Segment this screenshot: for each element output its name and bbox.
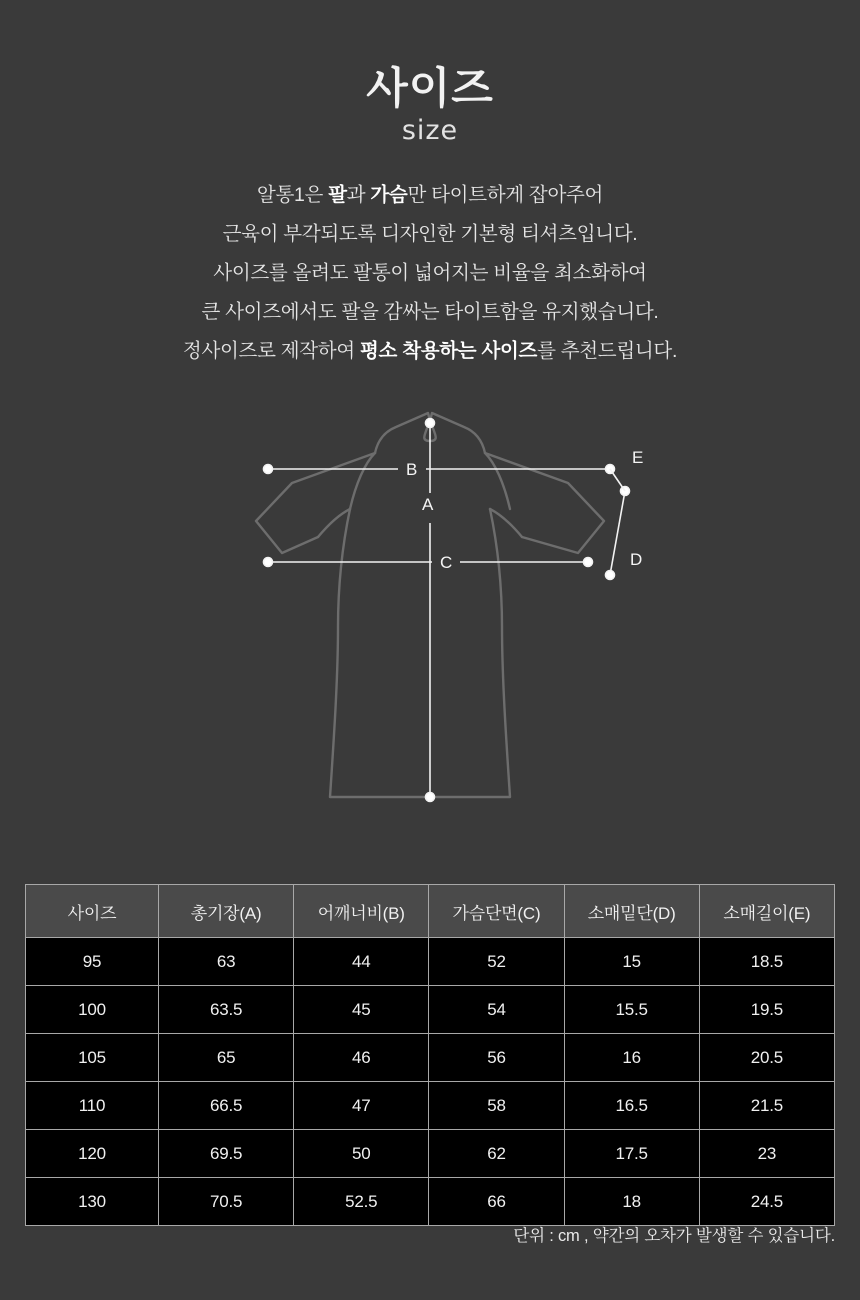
cell-sleeve-opening: 15 — [564, 938, 699, 986]
size-table-wrap — [25, 884, 835, 1226]
cell-size: 130 — [26, 1178, 159, 1226]
desc-5-a: 정사이즈로 제작하여 — [182, 340, 360, 363]
desc-5-b: 평소 착용하는 사이즈 — [360, 340, 538, 363]
cell-sleeve-length: 19.5 — [699, 986, 834, 1034]
label-b: B — [406, 460, 418, 480]
description-line-3: 사이즈를 올려도 팔통이 넓어지는 비율을 최소화하여 — [213, 262, 647, 285]
label-d: D — [630, 550, 643, 570]
measure-point-a-top — [426, 419, 435, 428]
table-row — [26, 986, 835, 1034]
col-header-chest: 가슴단면(C) — [429, 885, 564, 938]
unit-note: 단위 : cm , 약간의 오차가 발생할 수 있습니다. — [513, 1227, 835, 1245]
label-e: E — [632, 448, 644, 468]
cell-sleeve-opening: 16 — [564, 1034, 699, 1082]
description-line-2: 근육이 부각되도록 디자인한 기본형 티셔츠입니다. — [222, 223, 638, 246]
measure-line-e — [610, 469, 625, 491]
size-table-head — [26, 885, 835, 938]
shirt-right-sleeve — [485, 453, 604, 553]
cell-size: 120 — [26, 1130, 159, 1178]
table-row — [26, 1178, 835, 1226]
cell-chest: 54 — [429, 986, 564, 1034]
cell-shoulder: 44 — [294, 938, 429, 986]
cell-sleeve-opening: 16.5 — [564, 1082, 699, 1130]
table-row — [26, 1034, 835, 1082]
cell-sleeve-opening: 18 — [564, 1178, 699, 1226]
cell-shoulder: 52.5 — [294, 1178, 429, 1226]
cell-sleeve-length: 18.5 — [699, 938, 834, 986]
cell-sleeve-length: 24.5 — [699, 1178, 834, 1226]
col-header-total-length: 총기장(A) — [159, 885, 294, 938]
tshirt-measurement-diagram — [0, 397, 860, 827]
desc-1-c: 과 — [346, 184, 371, 207]
cell-shoulder: 47 — [294, 1082, 429, 1130]
measure-point-c-right — [584, 558, 593, 567]
cell-chest: 66 — [429, 1178, 564, 1226]
tshirt-diagram-svg — [170, 397, 690, 827]
table-header-row — [26, 885, 835, 938]
desc-1-a: 알통1은 — [256, 184, 329, 207]
page-title: 사이즈 — [366, 65, 494, 113]
desc-1-e: 만 타이트하게 잡아주어 — [407, 184, 604, 207]
cell-chest: 56 — [429, 1034, 564, 1082]
cell-chest: 52 — [429, 938, 564, 986]
cell-sleeve-opening: 17.5 — [564, 1130, 699, 1178]
cell-total-length: 66.5 — [159, 1082, 294, 1130]
cell-sleeve-length: 21.5 — [699, 1082, 834, 1130]
cell-total-length: 63.5 — [159, 986, 294, 1034]
measure-point-d-bottom — [606, 571, 615, 580]
table-row — [26, 1130, 835, 1178]
measure-line-d — [610, 491, 625, 575]
desc-5-c: 를 추천드립니다. — [537, 340, 678, 363]
cell-size: 95 — [26, 938, 159, 986]
description-line-5 — [0, 332, 860, 371]
desc-1-b: 팔 — [328, 184, 347, 207]
description-line-1 — [0, 176, 860, 215]
shirt-left-sleeve — [256, 453, 375, 553]
page-title-block — [0, 0, 860, 146]
shirt-body — [330, 509, 510, 797]
cell-size: 105 — [26, 1034, 159, 1082]
size-table — [25, 884, 835, 1226]
page-subtitle: size — [401, 115, 459, 147]
measure-point-c-left — [264, 558, 273, 567]
table-row — [26, 1082, 835, 1130]
desc-1-d: 가슴 — [370, 184, 408, 207]
col-header-sleeve-length: 소매길이(E) — [699, 885, 834, 938]
cell-size: 100 — [26, 986, 159, 1034]
cell-total-length: 65 — [159, 1034, 294, 1082]
cell-sleeve-length: 20.5 — [699, 1034, 834, 1082]
cell-shoulder: 46 — [294, 1034, 429, 1082]
label-c: C — [440, 553, 453, 573]
cell-sleeve-opening: 15.5 — [564, 986, 699, 1034]
label-a: A — [422, 495, 434, 515]
size-table-body — [26, 938, 835, 1226]
table-row — [26, 938, 835, 986]
col-header-size: 사이즈 — [26, 885, 159, 938]
cell-size: 110 — [26, 1082, 159, 1130]
cell-chest: 62 — [429, 1130, 564, 1178]
cell-total-length: 69.5 — [159, 1130, 294, 1178]
measure-point-a-bottom — [426, 793, 435, 802]
measure-point-b-left — [264, 465, 273, 474]
description-line-4: 큰 사이즈에서도 팔을 감싸는 타이트함을 유지했습니다. — [201, 301, 659, 324]
cell-shoulder: 50 — [294, 1130, 429, 1178]
col-header-shoulder: 어깨너비(B) — [294, 885, 429, 938]
cell-shoulder: 45 — [294, 986, 429, 1034]
description-block — [0, 176, 860, 371]
cell-total-length: 70.5 — [159, 1178, 294, 1226]
cell-sleeve-length: 23 — [699, 1130, 834, 1178]
cell-total-length: 63 — [159, 938, 294, 986]
cell-chest: 58 — [429, 1082, 564, 1130]
col-header-sleeve-opening: 소매밑단(D) — [564, 885, 699, 938]
